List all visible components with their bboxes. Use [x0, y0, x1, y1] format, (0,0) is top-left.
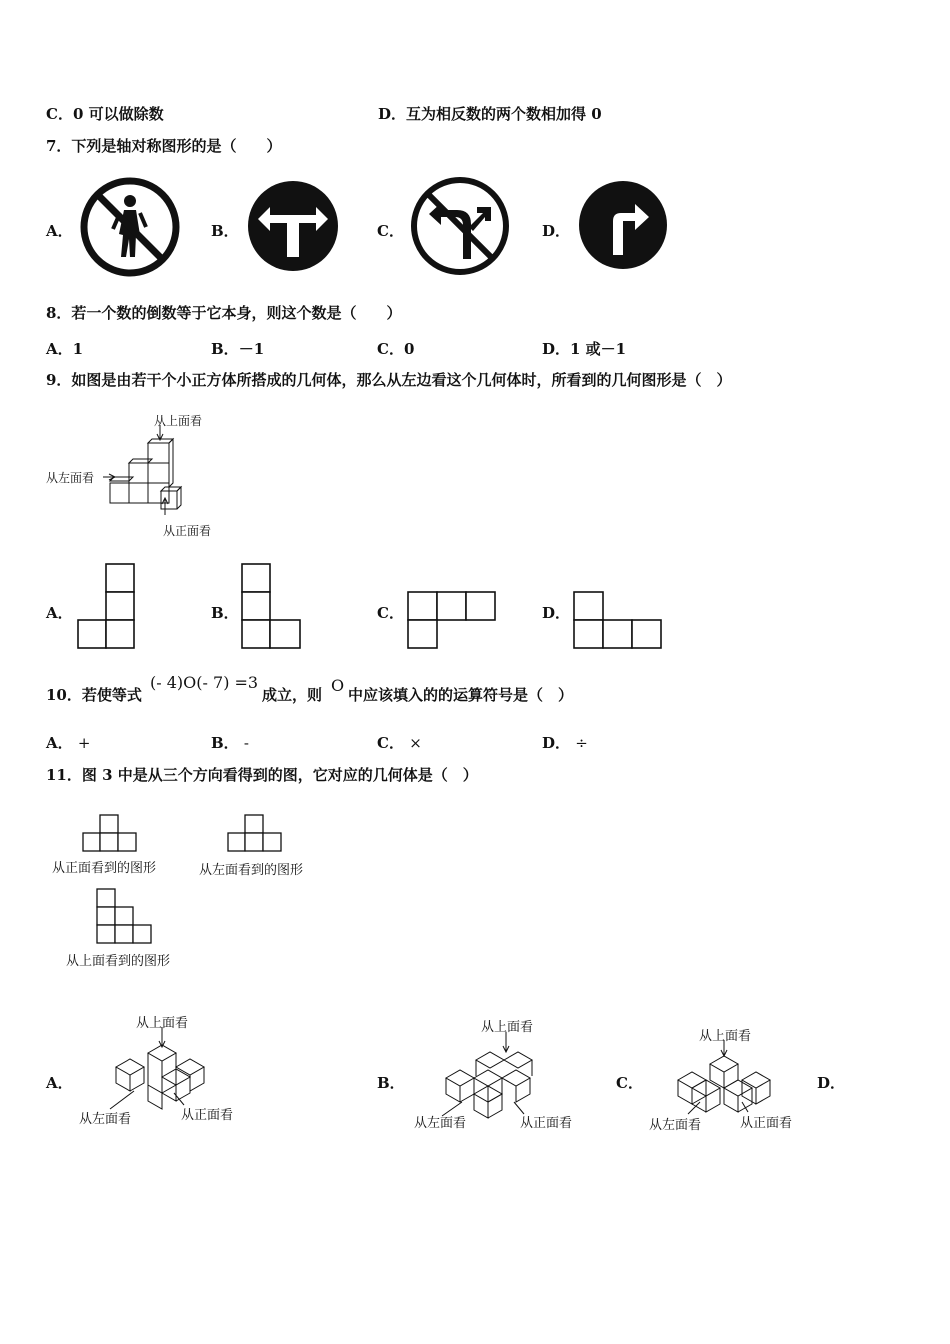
q8-option-d-label: D． — [542, 340, 571, 358]
q8-option-d-text: 1 或－1 — [570, 340, 627, 358]
q7-stem: 7．下列是轴对称图形的是（ ） — [46, 137, 282, 155]
q10-option-a — [46, 732, 90, 753]
q10-option-a-label: A． — [46, 734, 73, 752]
q9-label-top: 从上面看 — [154, 414, 203, 428]
q11-b-label-top: 从上面看 — [481, 1020, 534, 1035]
q11-left-view-figure — [227, 814, 285, 854]
q8-option-c-text: 0 — [403, 340, 415, 358]
q10-circle-symbol: O — [331, 676, 345, 695]
q11-option-c-label: C． — [616, 1074, 643, 1092]
q11-option-a-label: A． — [46, 1074, 73, 1092]
q11-front-view-figure — [82, 814, 140, 854]
q10-option-d — [542, 732, 588, 753]
q10-stem-mid: 成立，则 — [262, 686, 323, 704]
q11-top-view-figure — [96, 888, 154, 946]
q11-caption-top: 从上面看到的图形 — [66, 954, 171, 969]
q9-option-c-figure — [407, 591, 499, 651]
q9-stem: 9．如图是由若干个小正方体所搭成的几何体，那么从左边看这个几何体时，所看到的几何图形是（ ） — [46, 371, 732, 389]
q8-option-b-label: B． — [211, 340, 239, 358]
q11-b-label-left: 从左面看 — [414, 1116, 467, 1131]
q6-option-c — [46, 103, 164, 124]
q10-option-b — [211, 732, 249, 753]
q11-option-d-label: D． — [817, 1074, 846, 1092]
q9-option-a-figure — [77, 563, 137, 651]
q6-option-c-label: C． — [46, 105, 73, 123]
q9-option-d-figure — [573, 591, 665, 651]
q11-a-label-front: 从正面看 — [181, 1108, 234, 1123]
q10-option-d-label: D． — [542, 734, 571, 752]
q9-option-d-label: D． — [542, 604, 571, 622]
q6-option-d — [378, 103, 602, 124]
q8-option-c-label: C． — [377, 340, 404, 358]
q9-option-a-label: A． — [46, 604, 73, 622]
q11-caption-front: 从正面看到的图形 — [52, 861, 157, 876]
q11-option-a-figure — [110, 1027, 220, 1117]
q11-c-label-front: 从正面看 — [740, 1116, 793, 1131]
q8-option-d — [542, 338, 626, 359]
q9-option-c-label: C． — [377, 604, 404, 622]
q9-option-b-label: B． — [211, 604, 239, 622]
q10-option-c-label: C． — [377, 734, 404, 752]
q9-cube-figure — [95, 425, 195, 525]
q6-option-d-label: D． — [378, 105, 407, 123]
q11-option-b-label: B． — [377, 1074, 405, 1092]
no-pedestrian-sign-icon — [80, 177, 180, 277]
q6-option-d-text: 互为相反数的两个数相加得 0 — [406, 105, 602, 123]
q8-option-b-text: －1 — [238, 340, 265, 358]
q6-option-c-text: 0 可以做除数 — [72, 105, 164, 123]
q10-option-b-label: B． — [211, 734, 239, 752]
q9-option-b-figure — [241, 563, 303, 651]
q11-option-b-figure — [440, 1032, 550, 1122]
q10-option-a-text: + — [77, 734, 91, 752]
q8-option-b — [211, 338, 264, 359]
q10-option-d-text: ÷ — [575, 734, 588, 752]
q11-b-label-front: 从正面看 — [520, 1116, 573, 1131]
q10-equation: (- 4)O(- 7) =3 — [150, 673, 259, 692]
q10-option-b-text: - — [243, 734, 249, 752]
q8-option-c — [377, 338, 414, 359]
q9-label-left: 从左面看 — [46, 471, 95, 485]
left-right-turn-sign-icon — [246, 179, 340, 273]
q8-option-a-text: 1 — [72, 340, 84, 358]
q11-stem: 11．图 3 中是从三个方向看得到的图，它对应的几何体是（ ） — [46, 766, 478, 784]
q10-option-c — [377, 732, 422, 753]
q8-option-a-label: A． — [46, 340, 73, 358]
q7-option-a-label: A． — [46, 222, 73, 240]
q11-c-label-top: 从上面看 — [699, 1029, 752, 1044]
q7-option-c-label: C． — [377, 222, 404, 240]
q10-option-c-text: × — [409, 734, 422, 752]
q8-stem: 8．若一个数的倒数等于它本身，则这个数是（ ） — [46, 304, 402, 322]
q11-a-label-top: 从上面看 — [136, 1016, 189, 1031]
q8-option-a — [46, 338, 83, 359]
right-turn-sign-icon — [577, 179, 669, 271]
q10-stem-prefix: 10．若使等式 — [46, 686, 142, 704]
q11-a-label-left: 从左面看 — [79, 1112, 132, 1127]
q7-option-d-label: D． — [542, 222, 571, 240]
q7-option-b-label: B． — [211, 222, 239, 240]
q11-c-label-left: 从左面看 — [649, 1118, 702, 1133]
q9-label-front: 从正面看 — [163, 524, 212, 538]
no-left-turn-sign-icon — [411, 177, 509, 275]
q10-stem-suffix: 中应该填入的的运算符号是（ ） — [348, 686, 574, 704]
q11-option-c-figure — [672, 1040, 776, 1120]
q11-caption-left: 从左面看到的图形 — [199, 863, 304, 878]
